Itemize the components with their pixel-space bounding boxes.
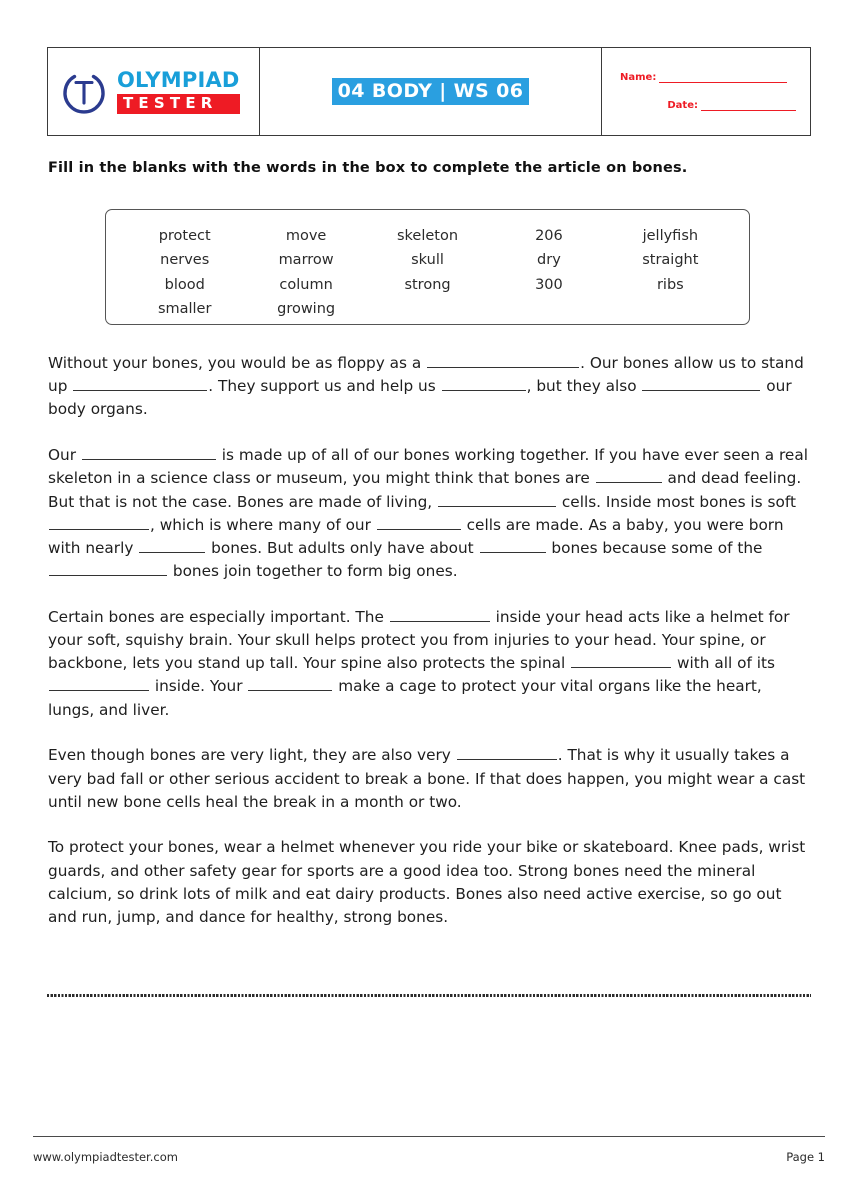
paragraph-text: inside your head acts like a helmet for your soft, squishy brain. Your skull helps protect you from injuries to your head. Your spine, or backbone, lets you stand up tall. Your spine also protects the spinal — [48, 607, 790, 673]
article-paragraph — [48, 352, 810, 422]
paragraph-text: Certain bones are especially important. The — [48, 607, 389, 626]
header-logo-cell — [48, 48, 260, 135]
word-bank-column — [245, 224, 366, 317]
paragraph-text: . Our bones allow us to stand up — [48, 354, 804, 396]
word-bank-word[interactable]: column — [279, 276, 333, 293]
word-bank-box — [105, 209, 750, 325]
article-paragraph — [48, 836, 810, 929]
paragraph-text: bones join together to form big ones. — [168, 562, 458, 581]
word-bank-word[interactable]: smaller — [157, 300, 212, 317]
paragraph-text: cells. Inside most bones is soft — [557, 492, 796, 511]
worksheet-header — [47, 47, 811, 136]
word-bank-word[interactable]: jellyfish — [642, 228, 699, 244]
article-body — [48, 352, 810, 952]
brand-name-primary: OLYMPIAD — [117, 67, 240, 92]
name-input-line[interactable] — [659, 73, 787, 83]
word-bank-word[interactable]: skull — [411, 252, 444, 269]
answer-blank[interactable] — [642, 376, 760, 391]
answer-blank[interactable] — [480, 538, 546, 553]
instruction-text: Fill in the blanks with the words in the box to complete the article on bones. — [48, 160, 688, 176]
footer-page-number: Page 1 — [786, 1150, 825, 1164]
date-label: Date: — [667, 100, 698, 111]
brand-logo — [60, 68, 240, 116]
paragraph-text: , which is where many of our — [150, 515, 376, 534]
date-input-line[interactable] — [701, 101, 796, 111]
word-bank-word[interactable]: blood — [164, 276, 205, 293]
paragraph-text: with all of its — [672, 654, 775, 673]
paragraph-text: inside. Your — [150, 677, 248, 696]
paragraph-text: cells are made. As a baby, you were born with nearly — [48, 515, 784, 557]
paragraph-text: . That is why it usually takes a very bad fall or other serious accident to break a bone. If that does happen, you might wear a cast until new bone cells heal the break in a month or two. — [48, 746, 806, 811]
answer-blank[interactable] — [377, 515, 461, 530]
paragraph-text: is made up of all of our bones working together. If you have ever seen a real skeleton in a science class or museum, you might think that bones are — [48, 446, 808, 488]
answer-blank[interactable] — [49, 561, 167, 576]
footer-divider — [33, 1136, 825, 1137]
answer-blank[interactable] — [438, 492, 556, 507]
answer-blank[interactable] — [390, 607, 490, 622]
paragraph-text: Even though bones are very light, they are also very — [48, 746, 456, 765]
answer-blank[interactable] — [442, 376, 526, 391]
word-bank-word[interactable]: nerves — [160, 252, 210, 269]
paragraph-text: To protect your bones, wear a helmet whenever you ride your bike or skateboard. Knee pads, wrist guards, and other safety gear for sports are a good idea too. Strong bones need the mineral calcium, so drink lots of milk and eat dairy products. Bones also need active exercise, so go out and run, jump, and dance for healthy, strong bones. — [48, 838, 806, 927]
word-bank-word[interactable]: 206 — [535, 228, 563, 244]
word-bank-column — [124, 224, 245, 317]
answer-blank[interactable] — [49, 676, 149, 691]
header-title-cell — [260, 48, 602, 135]
date-field-row — [620, 100, 796, 111]
paragraph-text: our body organs. — [48, 377, 792, 419]
footer-website-link[interactable]: www.olympiadtester.com — [33, 1150, 178, 1164]
brand-name-secondary: TESTER — [117, 94, 240, 114]
brand-logo-text — [117, 67, 240, 114]
paragraph-text: , but they also — [526, 377, 642, 396]
article-paragraph — [48, 444, 810, 583]
word-bank-word[interactable]: 300 — [535, 276, 563, 293]
word-bank-word[interactable]: strong — [404, 276, 451, 293]
word-bank-word[interactable]: straight — [642, 252, 699, 269]
paragraph-text: Our — [48, 446, 81, 465]
article-paragraph — [48, 744, 810, 814]
answer-blank[interactable] — [82, 445, 216, 460]
page-footer — [33, 1150, 825, 1164]
answer-blank[interactable] — [571, 653, 671, 668]
answer-blank[interactable] — [596, 468, 662, 483]
word-bank-word[interactable]: move — [285, 228, 327, 244]
paragraph-text: make a cage to protect your vital organs like the heart, lungs, and liver. — [48, 677, 762, 719]
answer-blank[interactable] — [427, 353, 579, 368]
paragraph-text: Without your bones, you would be as floppy as a — [48, 354, 427, 372]
word-bank-word[interactable]: growing — [277, 300, 336, 317]
article-paragraph — [48, 606, 810, 722]
paragraph-text: . They support us and help us — [208, 377, 441, 396]
word-bank-column — [488, 224, 609, 314]
answer-blank[interactable] — [49, 515, 149, 530]
paragraph-text: bones. But adults only have about — [206, 538, 479, 557]
word-bank-word[interactable]: marrow — [278, 252, 334, 269]
word-bank-word[interactable]: ribs — [656, 276, 684, 293]
header-meta-cell — [602, 48, 810, 135]
word-bank-word[interactable]: skeleton — [396, 228, 459, 244]
answer-blank[interactable] — [248, 676, 332, 691]
answer-blank[interactable] — [73, 376, 207, 391]
answer-blank[interactable] — [457, 745, 557, 760]
paragraph-text: bones because some of the — [546, 538, 763, 557]
word-bank-column — [610, 224, 731, 314]
worksheet-title: 04 BODY | WS 06 — [332, 78, 530, 105]
answer-blank[interactable] — [139, 538, 205, 553]
word-bank-word[interactable]: dry — [537, 252, 561, 269]
paragraph-text: and dead feeling. But that is not the case. Bones are made of living, — [48, 469, 802, 511]
name-field-row — [620, 72, 796, 83]
circle-t-logo-icon — [60, 68, 108, 116]
word-bank-column — [367, 224, 488, 314]
name-label: Name: — [620, 72, 657, 83]
word-bank-word[interactable]: protect — [158, 228, 211, 244]
section-divider — [47, 994, 811, 997]
